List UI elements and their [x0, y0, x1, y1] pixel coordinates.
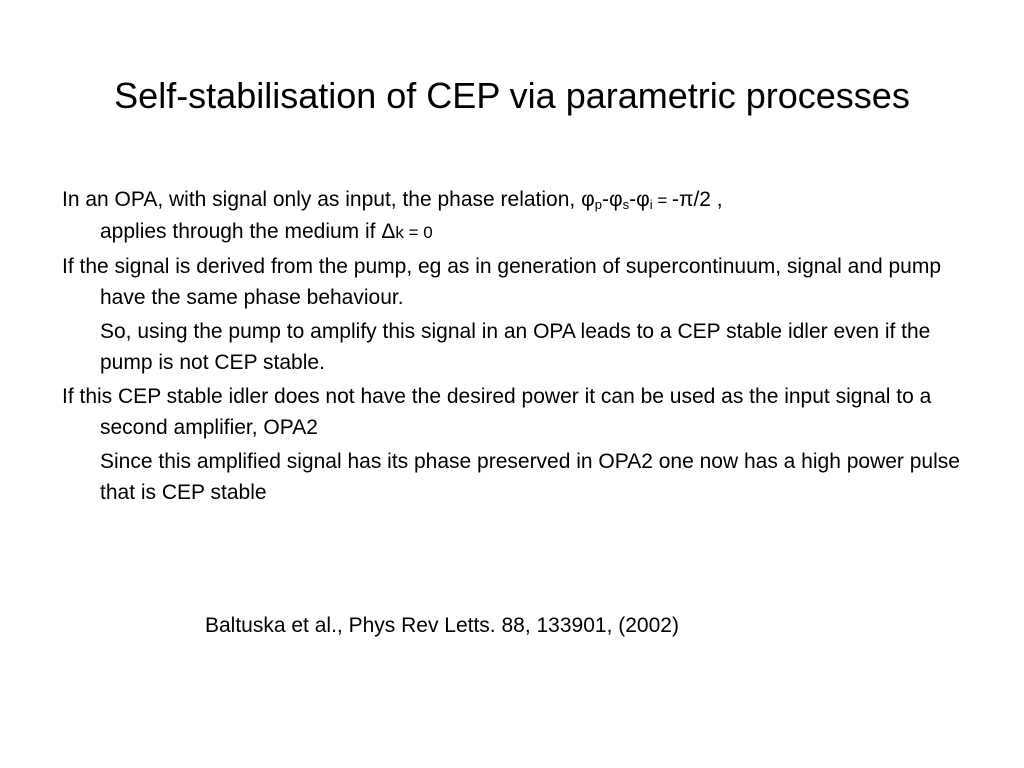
paragraph-continuation: applies through the medium if Δ [100, 220, 396, 243]
phi-symbol: φ [581, 188, 595, 211]
phi-symbol: -φ [601, 188, 623, 211]
paragraph-opa-phase-relation [62, 184, 982, 248]
phase-value: -π/2 , [671, 188, 723, 211]
slide-title: Self-stabilisation of CEP via parametric processes [114, 75, 910, 116]
paragraph-text: In an OPA, with signal only as input, the phase relation, [62, 188, 582, 211]
paragraph-signal-from-pump: If the signal is derived from the pump, eg as in generation of supercontinuum, signal and pump have the same phase behaviour. [62, 255, 942, 309]
subscript-i: i [649, 197, 653, 212]
slide-body [62, 184, 982, 511]
paragraph-cep-idler: If this CEP stable idler does not have the desired power it can be used as the input signal to a second amplifier, OPA2 [62, 385, 932, 439]
subscript-p: p [594, 197, 602, 212]
paragraph-pump-amplify: So, using the pump to amplify this signal in an OPA leads to a CEP stable idler even if the pump is not CEP stable. [100, 320, 931, 374]
phi-symbol: -φ [629, 188, 650, 211]
paragraph-opa2-phase: Since this amplified signal has its phase preserved in OPA2 one now has a high power pulse that is CEP stable [100, 450, 960, 504]
delta-k-value: k = 0 [395, 223, 433, 242]
subscript-s: s [622, 197, 630, 212]
equals-sign: = [652, 191, 672, 210]
citation: Baltuska et al., Phys Rev Letts. 88, 133901, (2002) [205, 614, 679, 637]
